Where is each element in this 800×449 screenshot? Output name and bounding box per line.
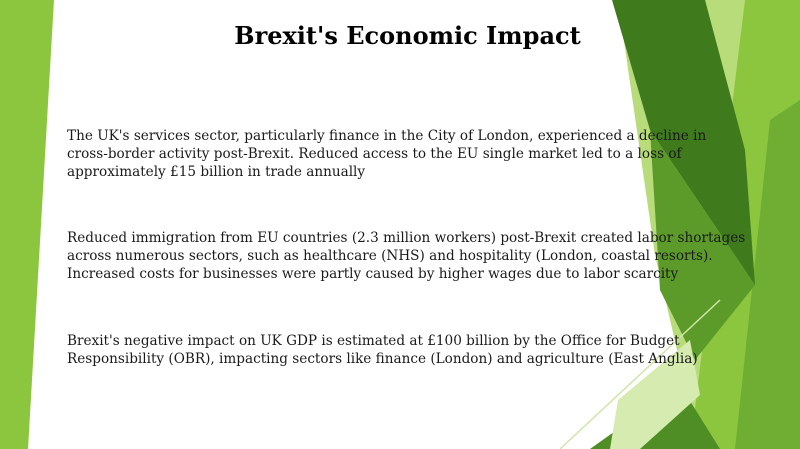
paragraph-services-sector: The UK's services sector, particularly finance in the City of London, experienced a decline in cross-border activity post-Brexit. Reduced access to the EU single market led to a loss of approximately £15 billion in trade annually [67, 128, 707, 180]
left-green-band [0, 0, 54, 449]
paragraph-immigration: Reduced immigration from EU countries (2.3 million workers) post-Brexit created labor shortages across numerous sectors, such as healthcare (NHS) and hospitality (London, coastal resorts). Increased costs for businesses were partly caused by higher wages due to labor scarcity [67, 230, 746, 282]
slide-title: Brexit's Economic Impact [234, 21, 581, 50]
paragraph-gdp-impact: Brexit's negative impact on UK GDP is estimated at £100 billion by the Office for Budget Responsibility (OBR), impacting sectors like finance (London) and agriculture (East Anglia) [67, 333, 698, 367]
